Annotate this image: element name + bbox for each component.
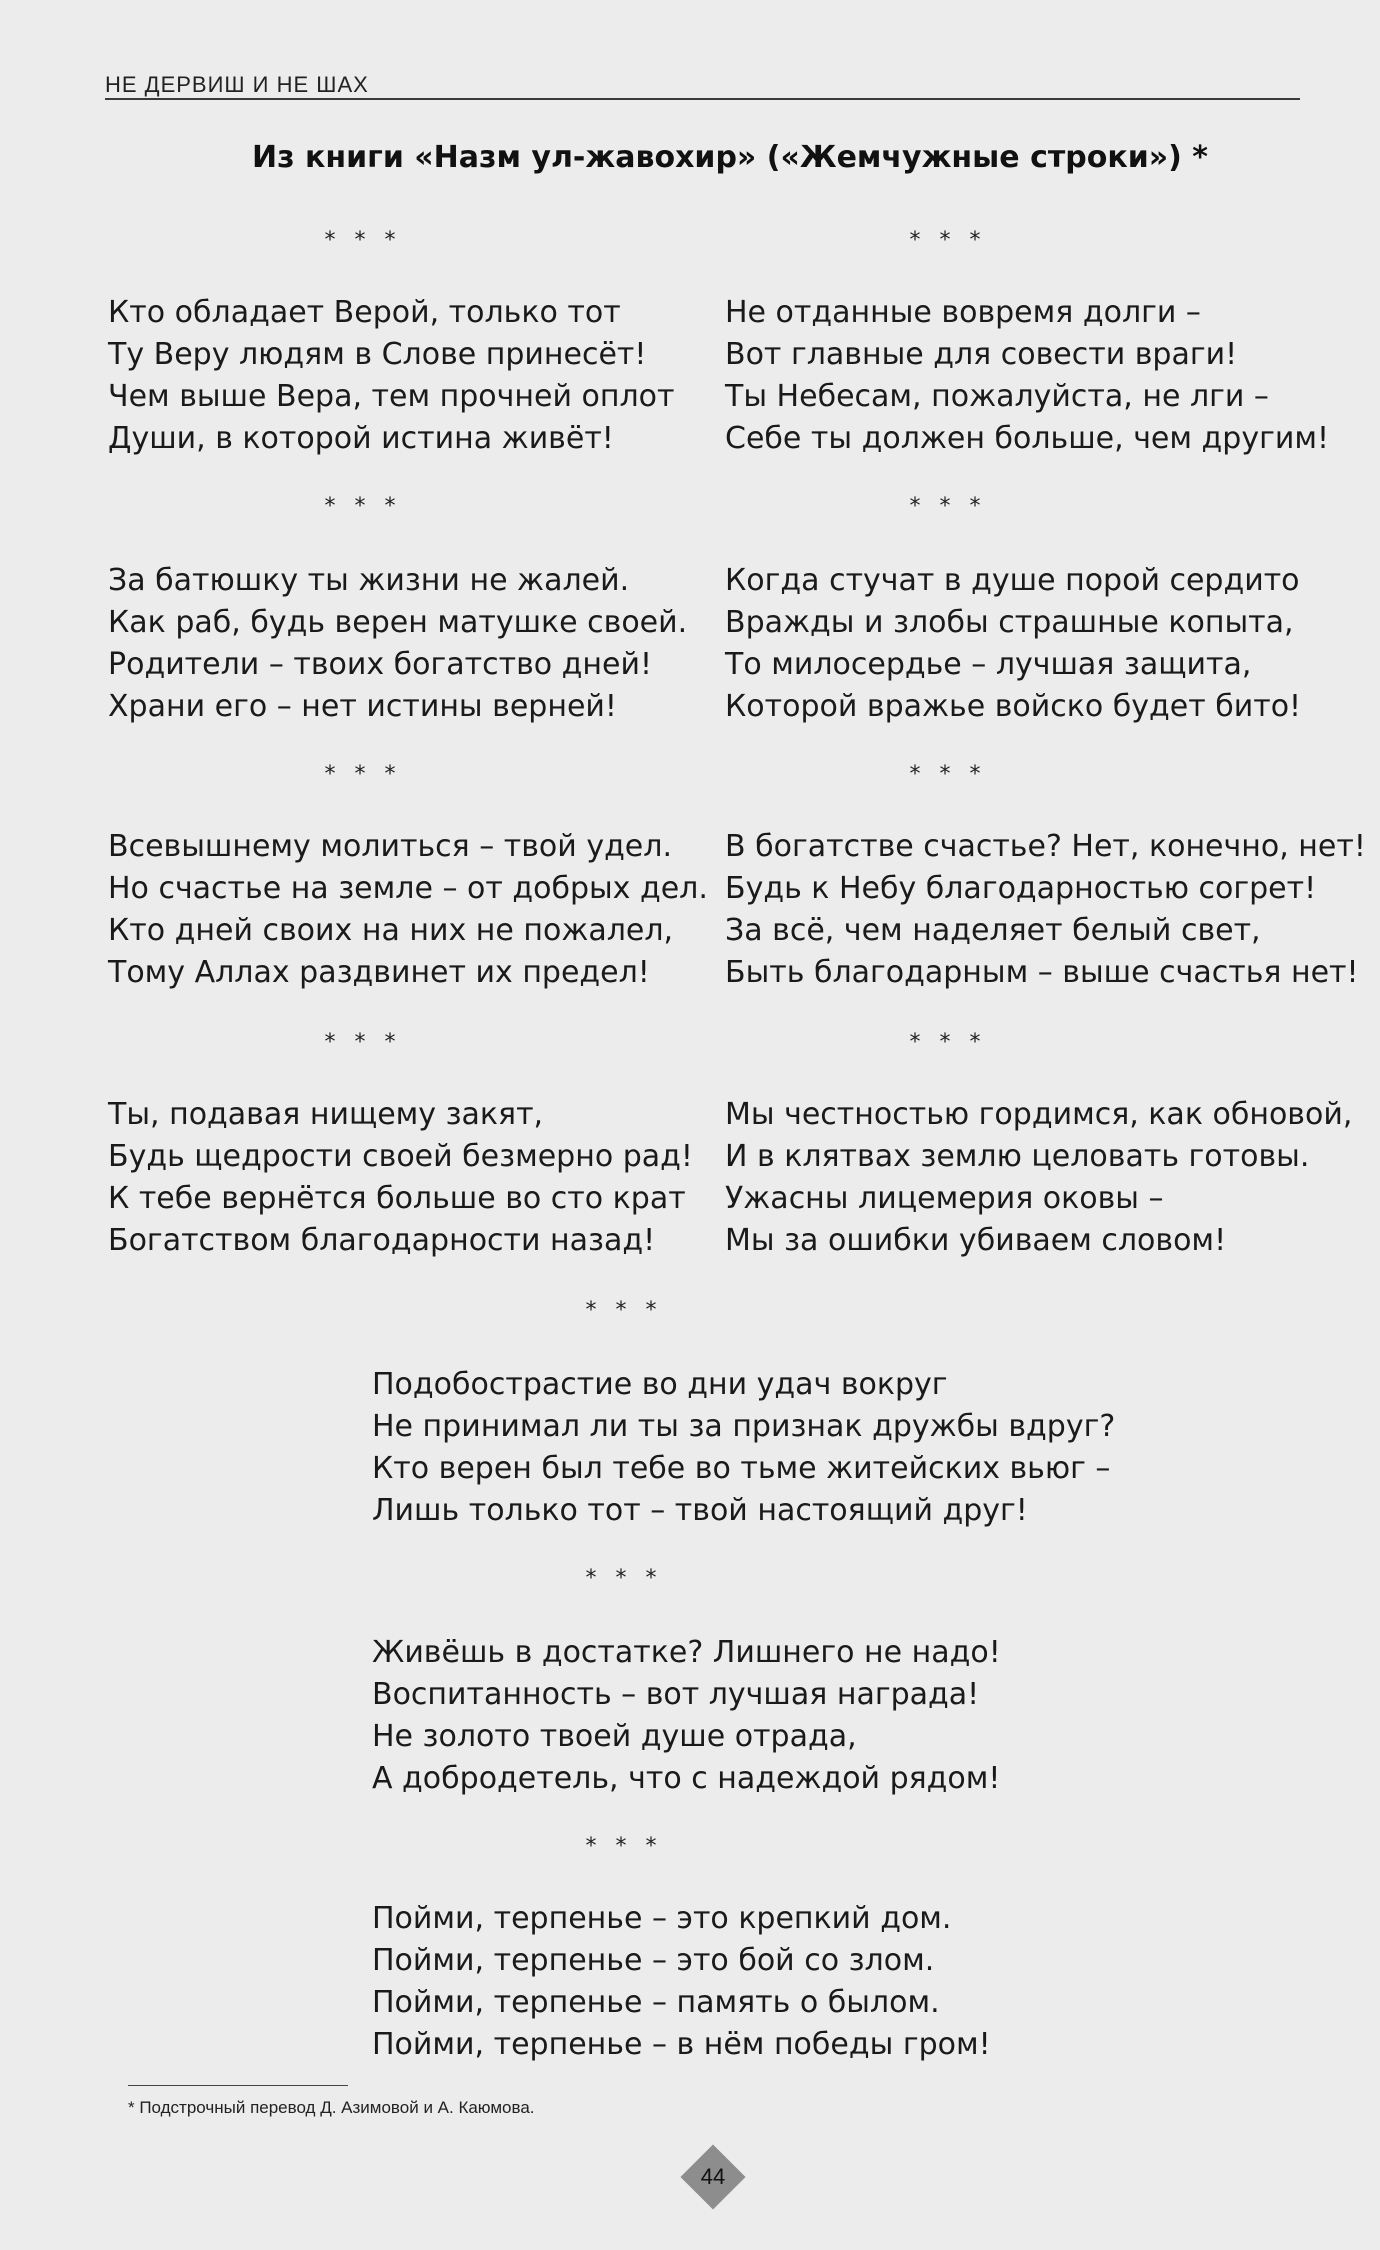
verse-line: Будь щедрости своей безмерно рад! (108, 1139, 693, 1174)
footnote: * Подстрочный перевод Д. Азимовой и А. Каюмова. (128, 2098, 535, 2117)
stanza-separator: * * * (324, 228, 402, 253)
verse-line: Которой вражье войско будет бито! (725, 689, 1302, 724)
stanza-separator: * * * (324, 494, 402, 519)
verse-line: В богатстве счастье? Нет, конечно, нет! (725, 829, 1366, 864)
verse-line: Лишь только тот – твой настоящий друг! (372, 1493, 1028, 1528)
verse-line: Души, в которой истина живёт! (108, 421, 614, 456)
footnote-rule (128, 2085, 348, 2086)
verse-line: Ужасны лицемерия оковы – (725, 1181, 1164, 1216)
verse-line: А добродетель, что с надеждой рядом! (372, 1761, 1001, 1796)
verse-line: Себе ты должен больше, чем другим! (725, 421, 1329, 456)
verse-line: Пойми, терпенье – в нём победы гром! (372, 2027, 991, 2062)
stanza-separator: * * * (585, 1834, 663, 1859)
stanza-separator: * * * (909, 762, 987, 787)
verse-line: Мы честностью гордимся, как обновой, (725, 1097, 1353, 1132)
stanza-separator: * * * (585, 1298, 663, 1323)
stanza-right-3 (725, 826, 1366, 994)
stanza-center-2 (372, 1632, 1001, 1800)
verse-line: Храни его – нет истины верней! (108, 689, 617, 724)
stanza-separator: * * * (909, 1030, 987, 1055)
stanza-right-4 (725, 1094, 1352, 1262)
stanza-separator: * * * (909, 228, 987, 253)
verse-line: Богатством благодарности назад! (108, 1223, 656, 1258)
verse-line: Кто верен был тебе во тьме житейских вьюг – (372, 1451, 1111, 1486)
verse-line: Но счастье на земле – от добрых дел. (108, 871, 708, 906)
verse-line: И в клятвах землю целовать готовы. (725, 1139, 1310, 1174)
verse-line: Ты, подавая нищему закят, (108, 1097, 544, 1132)
running-head: НЕ ДЕРВИШ И НЕ ШАХ (105, 72, 369, 97)
verse-line: Не принимал ли ты за признак дружбы вдруг? (372, 1409, 1116, 1444)
verse-line: То милосердье – лучшая защита, (725, 647, 1252, 682)
verse-line: Будь к Небу благодарностью согрет! (725, 871, 1317, 906)
stanza-left-4 (108, 1094, 693, 1262)
verse-line: Воспитанность – вот лучшая награда! (372, 1677, 980, 1712)
verse-line: Ту Веру людям в Слове принесёт! (108, 337, 647, 372)
verse-line: Мы за ошибки убиваем словом! (725, 1223, 1227, 1258)
verse-line: Чем выше Вера, тем прочней оплот (108, 379, 675, 414)
verse-line: Родители – твоих богатство дней! (108, 647, 653, 682)
verse-line: Вот главные для совести враги! (725, 337, 1238, 372)
verse-line: Живёшь в достатке? Лишнего не надо! (372, 1635, 1001, 1670)
stanza-right-2 (725, 560, 1301, 728)
verse-line: Как раб, будь верен матушке своей. (108, 605, 688, 640)
verse-line: Кто дней своих на них не пожалел, (108, 913, 674, 948)
stanza-left-3 (108, 826, 708, 994)
page-title: Из книги «Назм ул-жавохир» («Жемчужные строки») * (252, 140, 1208, 175)
verse-line: Вражды и злобы страшные копыта, (725, 605, 1294, 640)
stanza-left-1 (108, 292, 674, 460)
verse-line: Когда стучат в душе порой сердито (725, 563, 1300, 598)
stanza-separator: * * * (324, 1030, 402, 1055)
verse-line: Не золото твоей душе отрада, (372, 1719, 857, 1754)
verse-line: Не отданные вовремя долги – (725, 295, 1201, 330)
stanza-left-2 (108, 560, 687, 728)
verse-line: К тебе вернётся больше во сто крат (108, 1181, 686, 1216)
verse-line: Пойми, терпенье – память о былом. (372, 1985, 940, 2020)
verse-line: Кто обладает Верой, только тот (108, 295, 621, 330)
verse-line: Тому Аллах раздвинет их предел! (108, 955, 650, 990)
stanza-separator: * * * (324, 762, 402, 787)
verse-line: Пойми, терпенье – это бой со злом. (372, 1943, 935, 1978)
page-number: 44 (700, 2164, 726, 2189)
verse-line: Быть благодарным – выше счастья нет! (725, 955, 1359, 990)
verse-line: Подобострастие во дни удач вокруг (372, 1367, 948, 1402)
verse-line: За всё, чем наделяет белый свет, (725, 913, 1261, 948)
stanza-separator: * * * (585, 1566, 663, 1591)
verse-line: За батюшку ты жизни не жалей. (108, 563, 630, 598)
header-rule (105, 98, 1300, 100)
stanza-separator: * * * (909, 494, 987, 519)
stanza-right-1 (725, 292, 1329, 460)
page-number-badge (678, 2142, 748, 2212)
verse-line: Пойми, терпенье – это крепкий дом. (372, 1901, 952, 1936)
stanza-center-3 (372, 1898, 991, 2066)
verse-line: Всевышнему молиться – твой удел. (108, 829, 672, 864)
verse-line: Ты Небесам, пожалуйста, не лги – (725, 379, 1269, 414)
stanza-center-1 (372, 1364, 1115, 1532)
